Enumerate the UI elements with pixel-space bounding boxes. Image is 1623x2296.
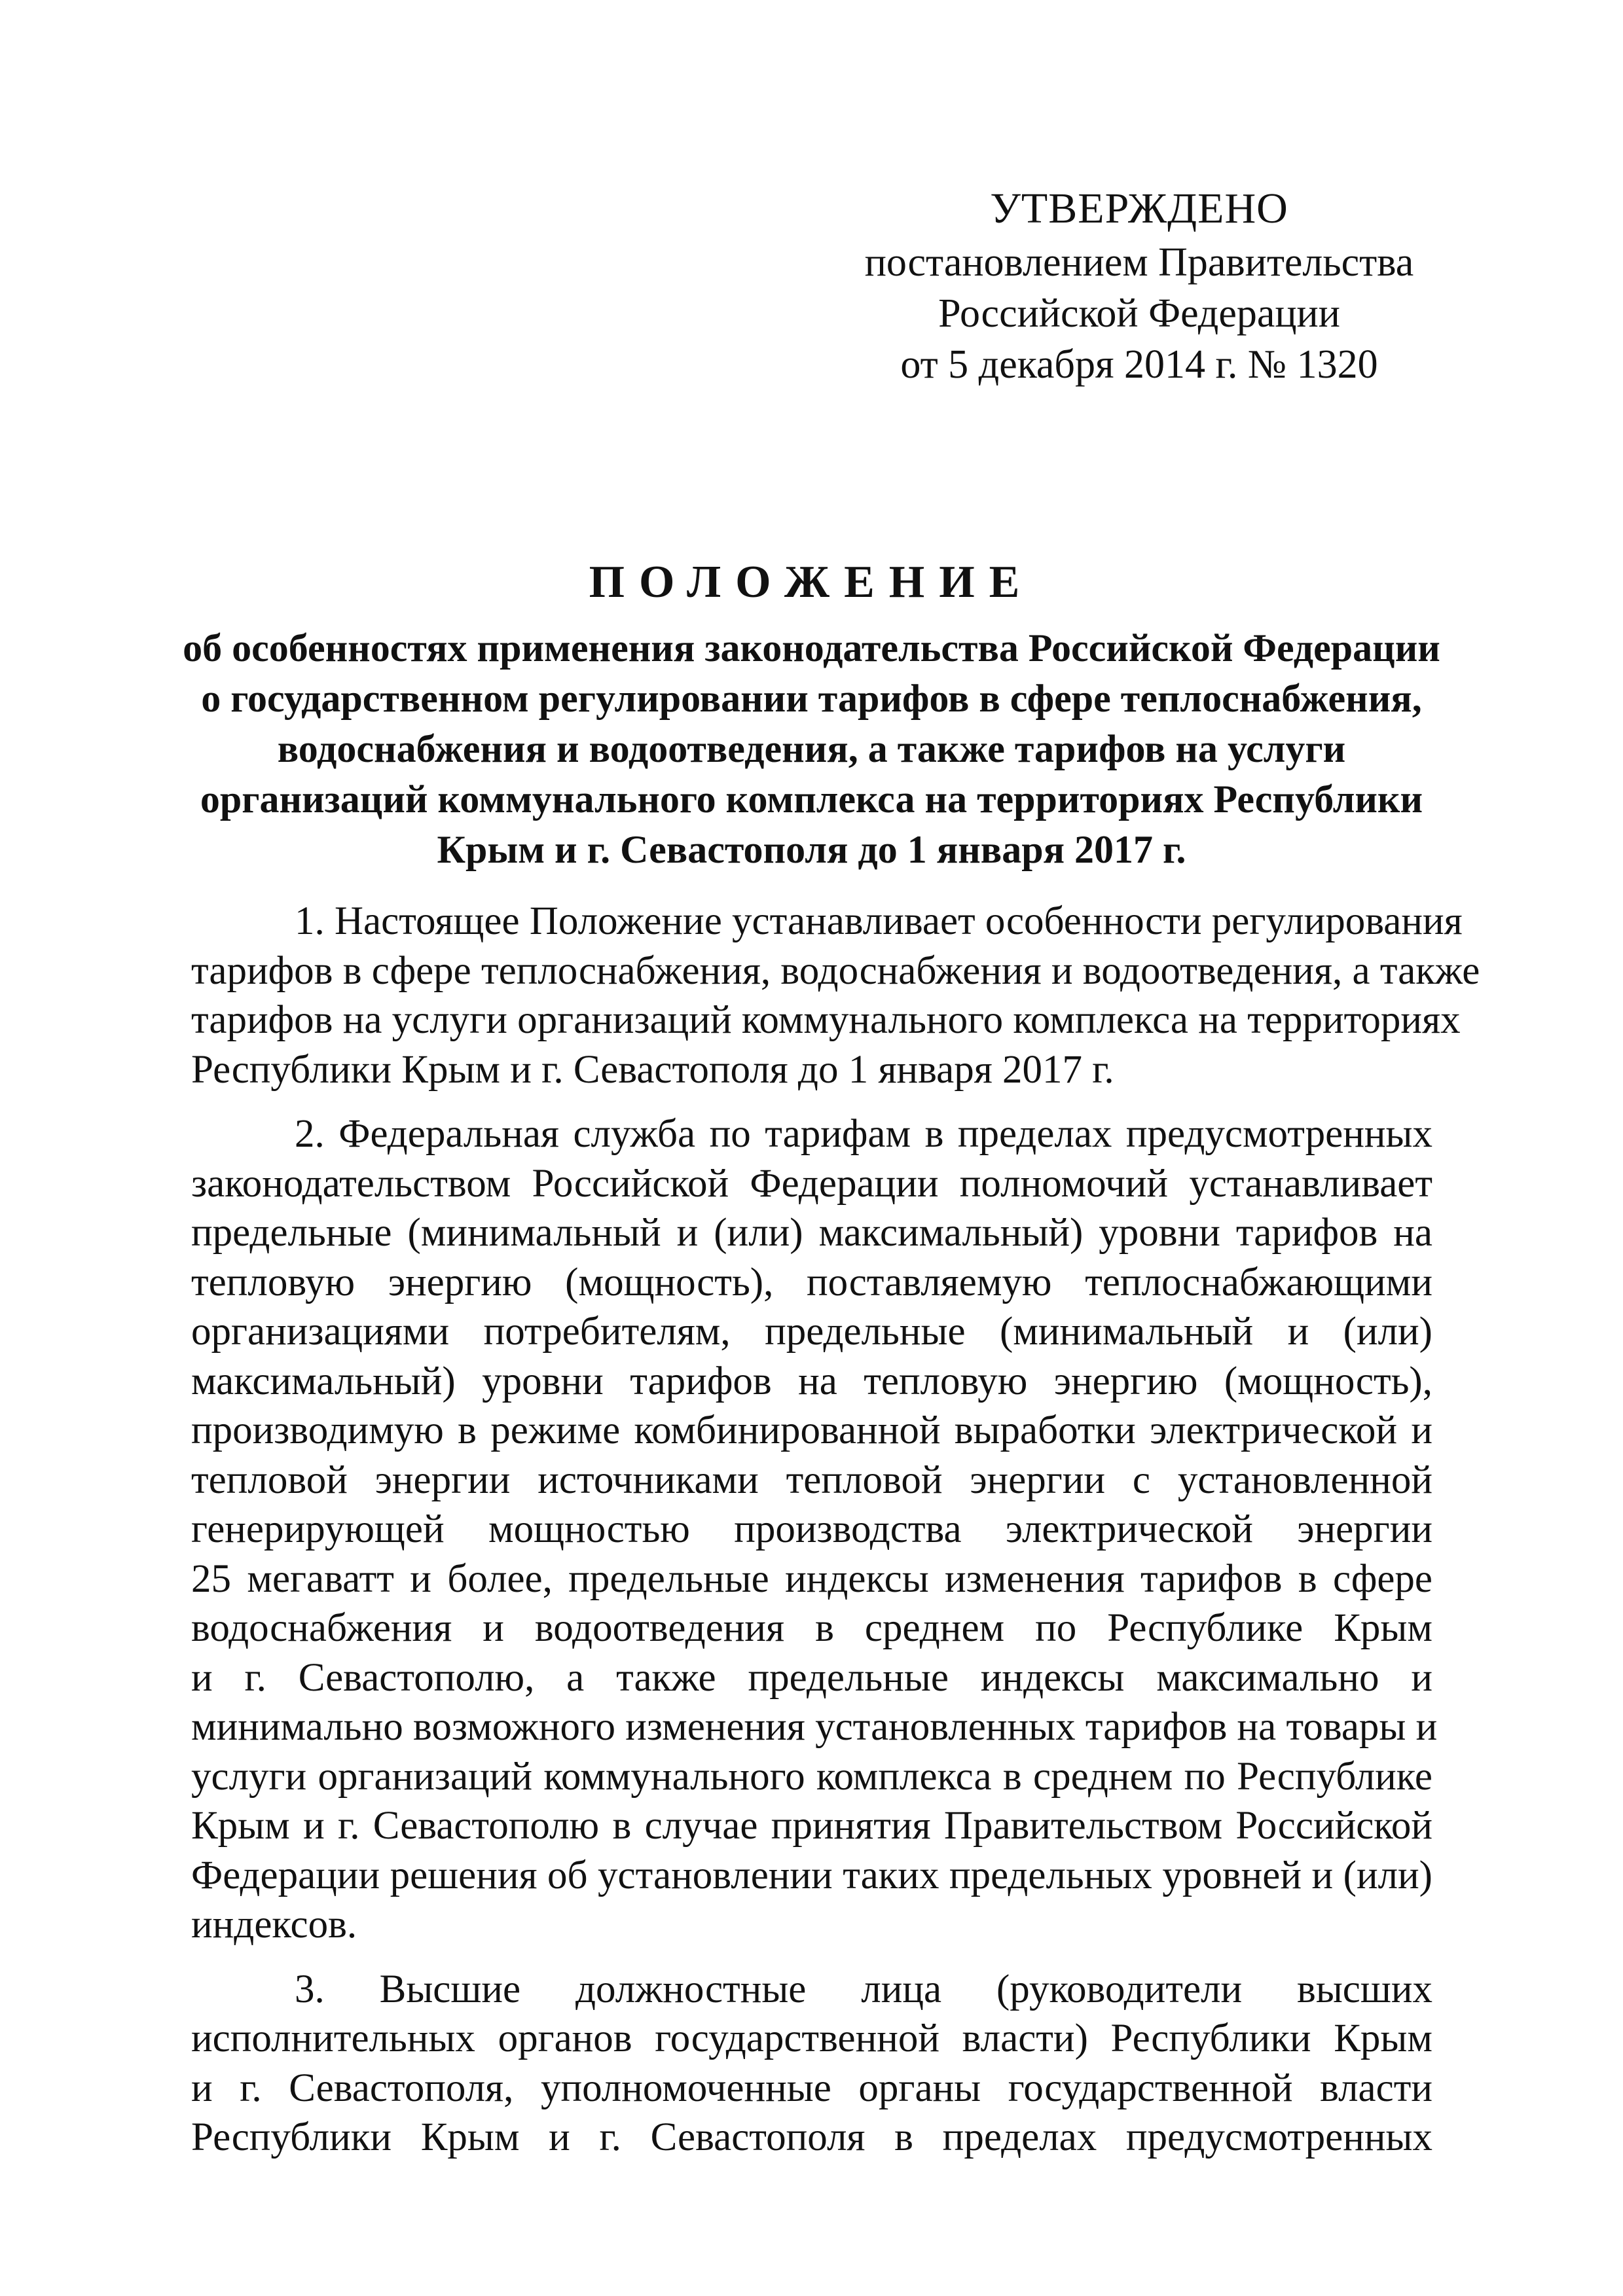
document-body xyxy=(191,897,1480,2178)
subtitle-line: Крым и г. Севастополя до 1 января 2017 г. xyxy=(437,828,1186,871)
approval-line-1: постановлением Правительства xyxy=(864,240,1414,285)
subtitle-line: о государственном регулировании тарифов в сфере теплоснабжения, xyxy=(201,677,1422,720)
approval-line-3: от 5 декабря 2014 г. № 1320 xyxy=(900,342,1378,387)
paragraph-line: Республики Крым и г. Севастополя до 1 января 2017 г. xyxy=(191,1047,1114,1092)
document-subtitle xyxy=(170,623,1453,875)
paragraph-line: и г. Севастополю, а также предельные индексы максимально и xyxy=(191,1655,1432,1700)
paragraph-line: услуги организаций коммунального комплекса в среднем по Республике xyxy=(191,1754,1432,1799)
paragraph-line: 25 мегаватт и более, предельные индексы изменения тарифов в сфере xyxy=(191,1556,1432,1601)
paragraph-line: генерирующей мощностью производства электрической энергии xyxy=(191,1507,1432,1551)
paragraph-line: Федерации решения об установлении таких предельных уровней и (или) xyxy=(191,1853,1432,1897)
paragraph-3 xyxy=(191,1965,1432,2162)
approval-heading: УТВЕРЖДЕНО xyxy=(990,185,1288,232)
subtitle-line: организаций коммунального комплекса на территориях Республики xyxy=(200,778,1423,821)
paragraph-line: тарифов на услуги организаций коммунального комплекса на территориях xyxy=(191,998,1461,1042)
paragraph-line: Республики Крым и г. Севастополя в пределах предусмотренных xyxy=(191,2115,1432,2159)
document-title: ПОЛОЖЕНИЕ xyxy=(589,557,1034,607)
paragraph-line: законодательством Российской Федерации полномочий устанавливает xyxy=(191,1161,1432,1206)
paragraph-line: максимальный) уровни тарифов на тепловую энергию (мощность), xyxy=(191,1359,1432,1403)
paragraph-line: исполнительных органов государственной власти) Республики Крым xyxy=(191,2017,1432,2060)
paragraph-line: тепловой энергии источниками тепловой энергии с установленной xyxy=(191,1458,1432,1502)
paragraph-line: индексов. xyxy=(191,1903,357,1946)
paragraph-line: минимально возможного изменения установленных тарифов на товары и xyxy=(191,1705,1438,1749)
paragraph-line: 1. Настоящее Положение устанавливает особенности регулирования xyxy=(295,899,1463,943)
paragraph-line: 2. Федеральная служба по тарифам в пределах предусмотренных xyxy=(295,1112,1432,1156)
paragraph-line: 3. Высшие должностные лица (руководители высших xyxy=(295,1967,1432,2011)
paragraph-line: водоснабжения и водоотведения в среднем по Республике Крым xyxy=(191,1606,1432,1650)
paragraph-line: и г. Севастополя, уполномоченные органы государственной власти xyxy=(191,2066,1432,2110)
paragraph-2 xyxy=(191,1109,1438,1950)
paragraph-line: Крым и г. Севастополю в случае принятия Правительством Российской xyxy=(191,1804,1432,1848)
subtitle-line: водоснабжения и водоотведения, а также тарифов на услуги xyxy=(277,727,1346,770)
paragraph-line: тарифов в сфере теплоснабжения, водоснабжения и водоотведения, а также xyxy=(191,948,1480,993)
approval-line-2: Российской Федерации xyxy=(938,291,1340,336)
paragraph-line: организациями потребителям, предельные (минимальный и (или) xyxy=(191,1310,1432,1354)
paragraph-line: предельные (минимальный и (или) максимальный) уровни тарифов на xyxy=(191,1211,1432,1255)
paragraph-line: тепловую энергию (мощность), поставляемую теплоснабжающими xyxy=(191,1260,1432,1304)
paragraph-1 xyxy=(191,897,1480,1094)
subtitle-line: об особенностях применения законодательства Российской Федерации xyxy=(183,626,1440,670)
paragraph-line: производимую в режиме комбинированной выработки электрической и xyxy=(191,1408,1432,1452)
approval-block xyxy=(845,183,1434,390)
